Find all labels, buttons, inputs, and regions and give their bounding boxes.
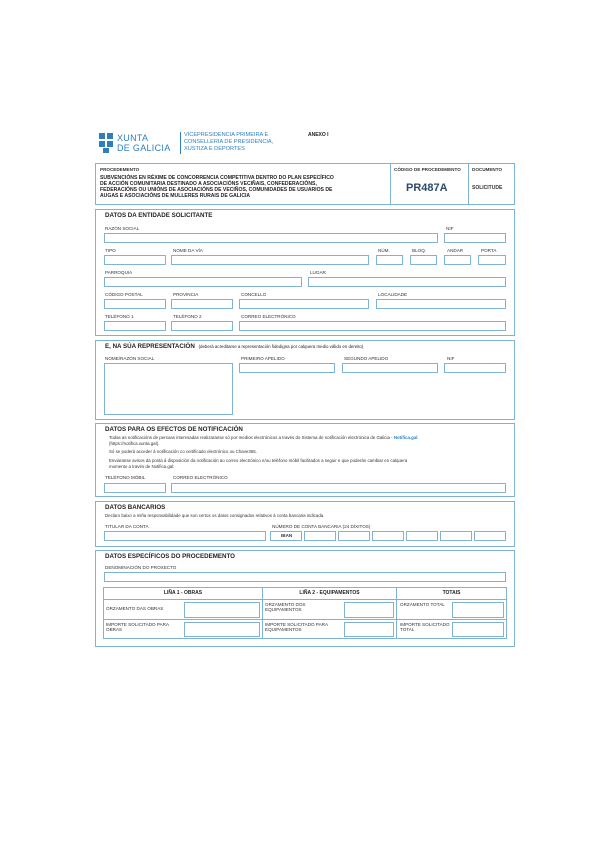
- rep-nome-input[interactable]: [104, 363, 233, 415]
- importes-table: [103, 587, 507, 639]
- bloq-label: BLOQ.: [412, 248, 427, 253]
- iban-box: [270, 531, 302, 541]
- denominacion-label: DENOMINACIÓN DO PROXECTO: [105, 565, 177, 570]
- num-label: NÚM.: [378, 248, 390, 253]
- rep-primeiro-apelido-label: PRIMEIRO APELIDO: [241, 356, 285, 361]
- conta-input-4[interactable]: [406, 531, 438, 541]
- document-label: DOCUMENTO: [472, 167, 503, 172]
- importe-obras-input-2[interactable]: [184, 630, 260, 637]
- telefono1-input[interactable]: [104, 321, 166, 331]
- titular-label: TITULAR DA CONTA: [105, 524, 149, 529]
- xunta-logo: [98, 132, 178, 156]
- parroquia-label: PARROQUIA: [105, 270, 133, 275]
- procedure-code: PR487A: [406, 182, 448, 194]
- andar-label: ANDAR: [447, 248, 464, 253]
- importe-equipamentos-input-2[interactable]: [344, 630, 394, 637]
- telefono1-label: TELÉFONO 1: [105, 314, 134, 319]
- logo-text-2: DE GALICIA: [117, 143, 171, 153]
- rep-nif-input[interactable]: [444, 363, 506, 373]
- correo-input[interactable]: [239, 321, 506, 331]
- procedure-label: PROCEDEMENTO: [100, 167, 140, 172]
- notificacion-text-4: Enviaranse avisos da posta á disposición da notificación ao correo electrónico e/ou teléfono móbil facilitados a seguir e que poderán cambiar en calquera: [109, 458, 408, 463]
- orzamento-total-label: ORZAMENTO TOTAL: [400, 602, 445, 607]
- codigo-postal-input[interactable]: [104, 299, 166, 309]
- andar-input[interactable]: [444, 255, 471, 265]
- parroquia-input[interactable]: [104, 277, 302, 287]
- procedure-code-label: CÓDIGO DE PROCEDEMENTO: [394, 167, 461, 172]
- orzamento-obras-label: ORZAMENTO DAS OBRAS: [106, 606, 164, 611]
- notificacion-text-3: Só se poderá acceder á notificación co certificado electrónico ou Chave365.: [109, 449, 257, 454]
- conta-input-1[interactable]: [304, 531, 336, 541]
- procedure-box: [95, 163, 515, 205]
- notif-correo-label: CORREO ELECTRÓNICO: [173, 475, 228, 480]
- localidade-label: LOCALIDADE: [378, 292, 408, 297]
- localidade-input[interactable]: [376, 299, 506, 309]
- titular-input[interactable]: [104, 531, 266, 541]
- numero-conta-label: NÚMERO DE CONTA BANCARIA (24 DÍXITOS): [272, 524, 371, 529]
- provincia-label: PROVINCIA: [173, 292, 199, 297]
- notifica-link[interactable]: Notifica.gal: [393, 435, 418, 440]
- procedure-title-line: DE ACCIÓN COMUNITARIA DESTINADO A ASOCIACIÓNS VECIÑAIS, CONFEDERACIÓNS,: [100, 181, 317, 188]
- dept-line-3: XUSTIZA E DEPORTES: [184, 145, 245, 152]
- anexo-label: ANEXO I: [308, 132, 329, 138]
- procedure-code-divider: [390, 164, 391, 204]
- lugar-input[interactable]: [308, 277, 506, 287]
- notificacion-text-5: momento a través de Notifica.gal:: [109, 464, 175, 469]
- table-row-divider: [104, 619, 506, 620]
- bancarios-title: DATOS BANCARIOS: [105, 504, 166, 511]
- telefono2-input[interactable]: [171, 321, 233, 331]
- procedure-title: [100, 175, 334, 199]
- tipo-label: TIPO: [105, 248, 116, 253]
- entidade-title: DATOS DA ENTIDADE SOLICITANTE: [105, 212, 213, 219]
- orzamento-equipamentos-input-2[interactable]: [344, 610, 394, 618]
- correo-label: CORREO ELECTRÓNICO: [241, 314, 296, 319]
- rep-segundo-apelido-input[interactable]: [342, 363, 438, 373]
- telefono-mobil-input[interactable]: [104, 483, 166, 493]
- logo-text-1: XUNTA: [117, 133, 149, 143]
- porta-label: PORTA: [481, 248, 497, 253]
- denominacion-input[interactable]: [104, 572, 506, 582]
- importe-equipamentos-label: IMPORTE SOLICITADO PARA EQUIPAMENTOS: [265, 622, 328, 633]
- orzamento-obras-input-2[interactable]: [184, 610, 260, 618]
- procedure-title-line: AUGAS E ASOCIACIÓNS DE MULLERES RURAIS DE GALICIA: [100, 193, 251, 200]
- importe-obras-label: IMPORTE SOLICITADO PARA OBRAS: [106, 622, 169, 633]
- nome-via-label: NOME DA VÍA: [173, 248, 203, 253]
- document-value: SOLICITUDE: [472, 185, 503, 191]
- lugar-label: LUGAR: [310, 270, 326, 275]
- codigo-postal-label: CÓDIGO POSTAL: [105, 292, 143, 297]
- telefono2-label: TELÉFONO 2: [173, 314, 202, 319]
- razon-social-input[interactable]: [104, 233, 438, 243]
- nome-via-input[interactable]: [171, 255, 369, 265]
- especificos-title: DATOS ESPECÍFICOS DO PROCEDEMENTO: [105, 553, 235, 560]
- notificacion-text-1a: Todas as notificacións de persoas interesadas realizaranse só por medios electrónicos a través do Sistema de notificación electrónica de Galicia -: [109, 435, 394, 440]
- rep-primeiro-apelido-input[interactable]: [239, 363, 335, 373]
- conta-input-5[interactable]: [440, 531, 472, 541]
- rep-nif-label: NIF: [447, 356, 455, 361]
- iban-label: IBAN: [281, 533, 293, 538]
- procedure-title-line: FEDERACIÓNS OU UNIÓNS DE ASOCIACIÓNS DE VECIÑOS, COMUNIDADES DE USUARIOS DE: [100, 187, 333, 194]
- concello-label: CONCELLO: [241, 292, 267, 297]
- provincia-input[interactable]: [171, 299, 233, 309]
- rep-segundo-apelido-label: SEGUNDO APELIDO: [344, 356, 389, 361]
- representacion-title-text: E, NA SÚA REPRESENTACIÓN: [105, 343, 195, 350]
- porta-input[interactable]: [478, 255, 506, 265]
- dept-line-1: VICEPRESIDENCIA PRIMEIRA E: [184, 132, 269, 138]
- col-obras-header: LIÑA 1 - OBRAS: [163, 590, 203, 596]
- col-totais-header: TOTAIS: [442, 590, 461, 596]
- col-equipamentos-header: LIÑA 2 - EQUIPAMENTOS: [299, 590, 360, 596]
- num-input[interactable]: [376, 255, 403, 265]
- notif-correo-input[interactable]: [171, 483, 506, 493]
- dept-line-2: CONSELLERÍA DE PRESIDENCIA,: [184, 138, 274, 145]
- xunta-shield-icon: [98, 132, 114, 154]
- conta-input-3[interactable]: [372, 531, 404, 541]
- nif-input[interactable]: [444, 233, 506, 243]
- nif-label: NIF: [446, 226, 454, 231]
- notificacion-text-2: (https://notifica.xunta.gal).: [109, 441, 160, 446]
- tipo-input[interactable]: [104, 255, 166, 265]
- logo-divider: [180, 132, 181, 154]
- representacion-subtitle: (deberá acreditarse a representación fidedigna por calquera medio válido en dereito): [198, 344, 364, 349]
- rep-nome-label: NOME/RAZÓN SOCIAL: [105, 356, 155, 361]
- procedure-title-line: SUBVENCIÓNS EN RÉXIME DE CONCORRENCIA COMPETITIVA DENTRO DO PLAN ESPECÍFICO: [100, 175, 334, 181]
- importe-total-input-2[interactable]: [452, 630, 504, 637]
- razon-social-label: RAZÓN SOCIAL: [105, 226, 140, 231]
- notificacion-text-1: [109, 435, 417, 440]
- importe-total-label: IMPORTE SOLICITADO TOTAL: [400, 622, 450, 633]
- bancarios-declaracion: Declaro baixo a miña responsabilidade que son certos os datos consignados relativos á conta bancaria indicada.: [105, 513, 325, 518]
- document-divider: [468, 164, 469, 204]
- orzamento-equipamentos-label: ORZAMENTO DOS EQUIPAMENTOS: [265, 602, 306, 613]
- bloq-input[interactable]: [410, 255, 437, 265]
- department-name: [184, 132, 273, 153]
- conta-input-2[interactable]: [338, 531, 370, 541]
- table-header-divider: [104, 599, 506, 600]
- concello-input[interactable]: [239, 299, 369, 309]
- notificacion-title: DATOS PARA OS EFECTOS DE NOTIFICACIÓN: [105, 426, 243, 433]
- conta-input-6[interactable]: [474, 531, 506, 541]
- orzamento-total-input-2[interactable]: [452, 610, 504, 618]
- telefono-mobil-label: TELÉFONO MÓBIL: [105, 475, 146, 480]
- representacion-title: [105, 344, 363, 350]
